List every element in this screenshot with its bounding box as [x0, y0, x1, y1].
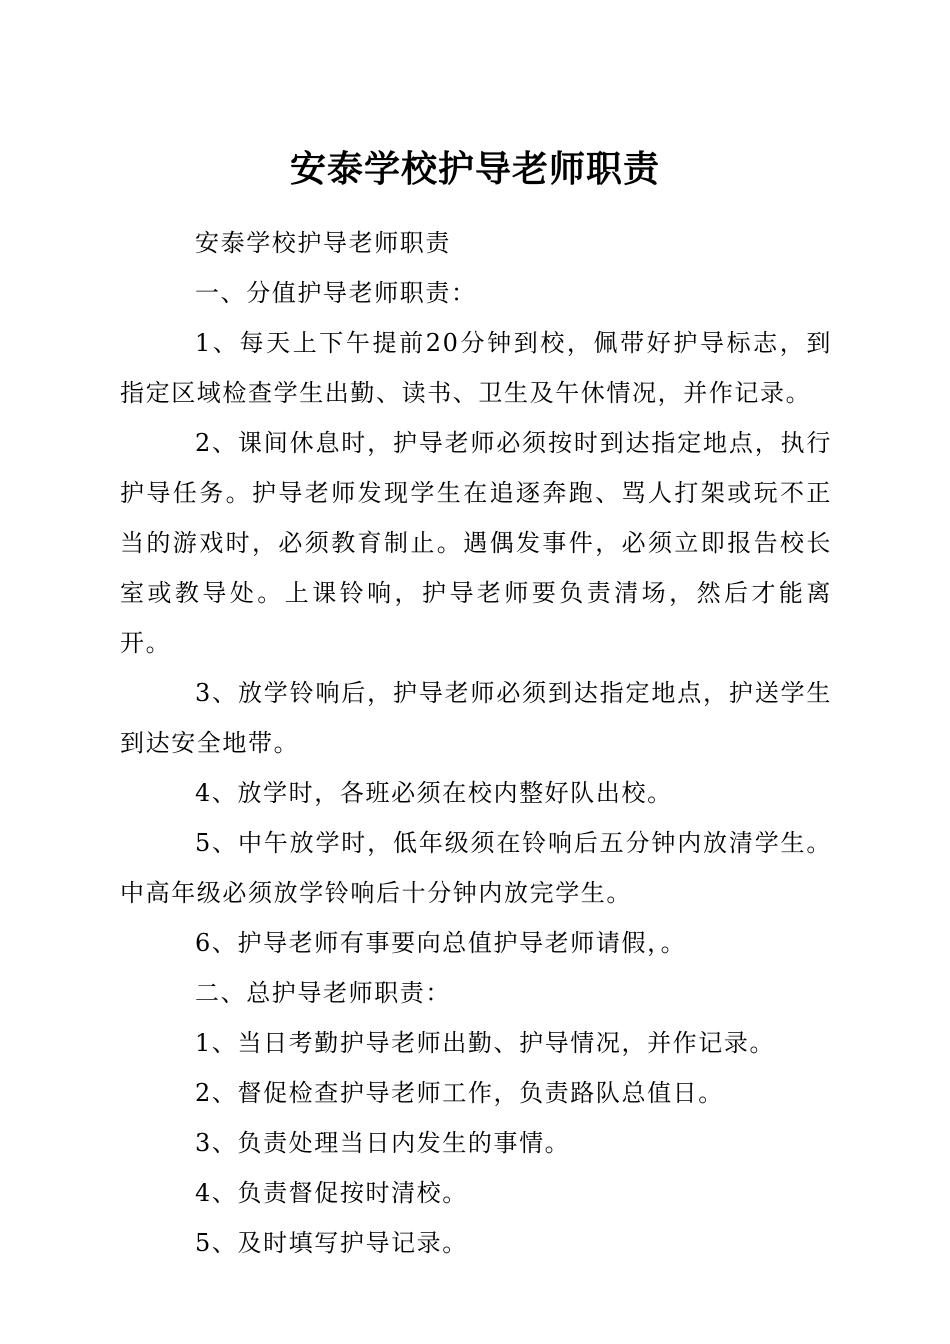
paragraph-chief-item-5: 5、及时填写护导记录。	[195, 1229, 468, 1257]
paragraph-item-3: 3、放学铃响后，护导老师必须到达指定地点，护送学生到达安全地带。	[120, 679, 832, 757]
paragraph-item-6: 6、护导老师有事要向总值护导老师请假，。	[195, 929, 687, 957]
paragraph-chief-item-1: 1、当日考勤护导老师出勤、护导情况，并作记录。	[195, 1029, 776, 1057]
section-heading-duty-teacher: 一、分值护导老师职责：	[195, 279, 477, 307]
paragraph-item-2: 2、课间休息时，护导老师必须按时到达指定地点，执行护导任务。护导老师发现学生在追逐奔跑、骂人打架或玩不正当的游戏时，必须教育制止。遇偶发事件，必须立即报告校长室或教导处。上课铃响，护导老师要负责清场，然后才能离开。	[120, 429, 832, 657]
paragraph-chief-item-4: 4、负责督促按时清校。	[195, 1179, 468, 1207]
paragraph-item-5: 5、中午放学时，低年级须在铃响后五分钟内放清学生。中高年级必须放学铃响后十分钟内放完学生。	[120, 829, 832, 907]
paragraph-item-4: 4、放学时，各班必须在校内整好队出校。	[195, 779, 673, 807]
section-heading-chief-teacher: 二、总护导老师职责：	[195, 979, 451, 1007]
paragraph-item-1: 1、每天上下午提前20分钟到校，佩带好护导标志，到指定区域检查学生出勤、读书、卫生及午休情况，并作记录。	[120, 329, 832, 407]
document-body	[120, 218, 832, 1268]
paragraph-chief-item-2: 2、督促检查护导老师工作，负责路队总值日。	[195, 1079, 724, 1107]
paragraph-heading: 安泰学校护导老师职责	[195, 229, 451, 257]
document-title: 安泰学校护导老师职责	[289, 148, 660, 190]
paragraph-chief-item-3: 3、负责处理当日内发生的事情。	[195, 1129, 571, 1157]
